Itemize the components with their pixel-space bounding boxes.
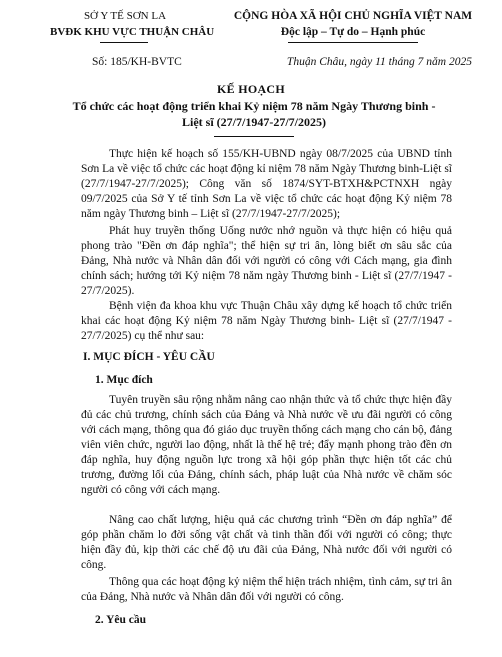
national-title: CỘNG HÒA XÃ HỘI CHỦ NGHĨA VIỆT NAM — [233, 10, 473, 22]
paragraph-purpose-quality: Nâng cao chất lượng, hiệu quả các chương trình “Đền ơn đáp nghĩa” để góp phần chăm lo đời sống vật chất và tinh thần đối với người có công; thực hiện đầy đủ, kịp thời các chế độ ưu đãi của Đảng, Nhà nước đối với người có công. — [81, 514, 452, 571]
paragraph-legal-basis: Thực hiện kế hoạch số 155/KH-UBND ngày 08/7/2025 của UBND tỉnh Sơn La về việc tổ chức các hoạt động kỉ niệm 78 năm Ngày Thương binh-Liệt sĩ (27/7/1947-27/7/2025); Công văn số 1874/SYT-BTXH&PCTNXH ngày 09/7/2025 của Sở Y tế tỉnh Sơn La về việc tổ chức các hoạt động Kỷ niệm 78 năm ngày Thương binh – Liệt sĩ (27/7/1947-27/7/2025); — [81, 148, 452, 220]
place-and-date: Thuận Châu, ngày 11 tháng 7 năm 2025 — [286, 56, 472, 68]
issuing-authority: SỞ Y TẾ SƠN LA — [83, 10, 167, 22]
issuing-unit-underline — [100, 42, 148, 43]
document-kind: KẾ HOẠCH — [216, 82, 286, 96]
subsection-heading-requirements: 2. Yêu cầu — [95, 614, 147, 626]
paragraph-hospital-plan: Bệnh viện đa khoa khu vực Thuận Châu xây dựng kế hoạch tổ chức triển khai các hoạt động Kỷ niệm 78 năm Ngày Thương binh- Liệt sĩ (27/7/1947 - 27/7/2025) cụ thể như sau: — [81, 300, 452, 342]
document-title: Tổ chức các hoạt động triển khai Kỷ niệm 78 năm Ngày Thương binh - Liệt sĩ (27/7/1947-27/7/2025) — [72, 99, 436, 129]
national-motto-underline — [288, 42, 418, 43]
paragraph-tradition: Phát huy truyền thống Uống nước nhớ nguồn và thực hiện có hiệu quả phong trào "Đền ơn đáp nghĩa"; thể hiện sự tri ân, lòng biết ơn sâu sắc của Đảng, Nhà nước và Nhân dân đối với người có công với Cách mạng, gia đình chính sách; hướng tới Kỷ niệm 78 năm ngày Thương binh - Liệt sĩ (27/7/1947 - 27/7/2025). — [81, 225, 452, 297]
section-heading-purpose-requirements: I. MỤC ĐÍCH - YÊU CẦU — [83, 351, 215, 363]
paragraph-purpose-gratitude: Thông qua các hoạt động kỷ niệm thể hiện trách nhiệm, tình cảm, sự tri ân của Đảng, Nhà nước và Nhân dân đối với người có công. — [81, 576, 452, 603]
paragraph-purpose-propaganda: Tuyên truyền sâu rộng nhằm nâng cao nhận thức và tổ chức thực hiện đầy đủ các chủ trương, chính sách của Đảng và Nhà nước về ưu đãi người có công với cách mạng, thông qua đó giáo dục truyền thống cách mạng cho cán bộ, đảng viên viên chức, người lao động, nhất là thế hệ trẻ; đẩy mạnh phong trào đền ơn đáp nghĩa, huy động nguồn lực trong xã hội góp phần thực hiện tốt các chủ trương, đường lối của Đảng, chính sách, pháp luật của Nhà nước về chăm sóc người có công với cách mạng. — [81, 394, 452, 496]
national-motto: Độc lập – Tự do – Hạnh phúc — [280, 26, 426, 38]
issuing-unit: BVĐK KHU VỰC THUẬN CHÂU — [50, 26, 215, 38]
document-number: Số: 185/KH-BVTC — [92, 56, 182, 68]
subsection-heading-purpose: 1. Mục đích — [95, 374, 153, 386]
title-underline — [214, 136, 294, 137]
